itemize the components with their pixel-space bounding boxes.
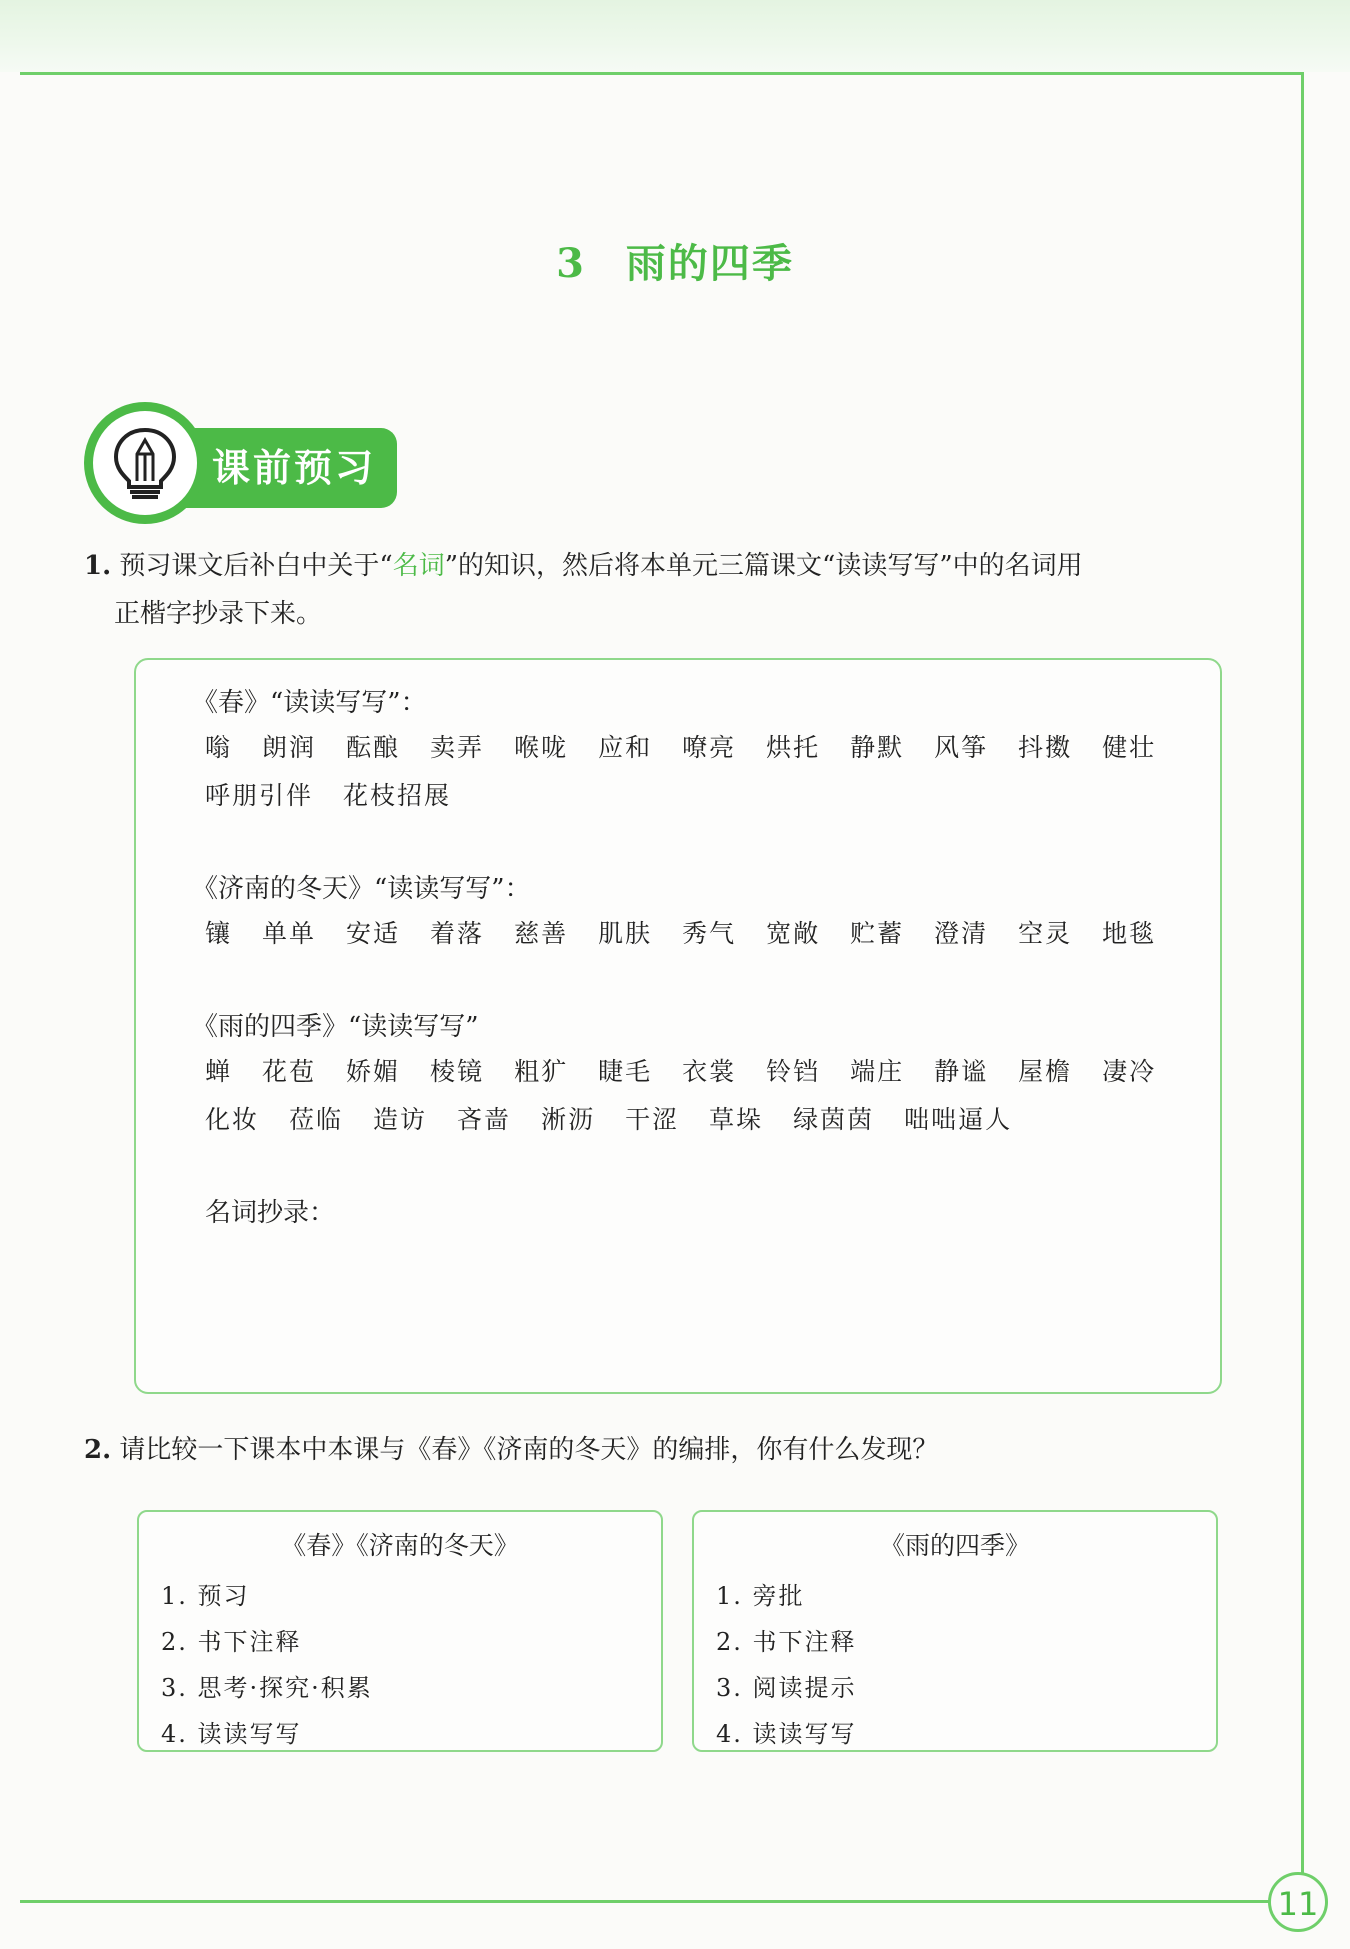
word: 单单 [262, 919, 317, 948]
word: 花枝招展 [343, 781, 452, 810]
word: 化妆 [205, 1105, 260, 1134]
word-row [205, 914, 1186, 950]
word: 造访 [373, 1105, 428, 1134]
compare-box-right [692, 1510, 1218, 1752]
word-row [205, 728, 1186, 764]
copy-label: 名词抄录： [205, 1198, 336, 1228]
group-header-jinan: 《济南的冬天》“读读写写”： [192, 874, 531, 904]
lesson-title-text: 雨的四季 [625, 240, 794, 287]
compare-item: 2. 书下注释 [716, 1628, 857, 1656]
compare-item: 1. 旁批 [716, 1582, 805, 1610]
word: 嗡 [205, 733, 233, 762]
compare-box-left [137, 1510, 663, 1752]
word: 蝉 [205, 1057, 233, 1086]
question-1-number: 1. [84, 551, 112, 581]
word: 应和 [598, 733, 653, 762]
word: 呼朋引伴 [205, 781, 314, 810]
word: 草垛 [709, 1105, 764, 1134]
word: 咄咄逼人 [904, 1105, 1013, 1134]
section-title: 课前预习 [212, 446, 377, 490]
word: 淅沥 [541, 1105, 596, 1134]
word: 镶 [205, 919, 233, 948]
word: 空灵 [1018, 919, 1073, 948]
word: 肌肤 [598, 919, 653, 948]
word: 秀气 [682, 919, 737, 948]
word: 静谧 [934, 1057, 989, 1086]
compare-item: 3. 阅读提示 [716, 1674, 857, 1702]
question-1-line-2: 正楷字抄录下来。 [114, 599, 323, 629]
word: 屋檐 [1018, 1057, 1073, 1086]
word: 安适 [346, 919, 401, 948]
word-row [205, 1052, 1186, 1088]
word: 着落 [430, 919, 485, 948]
lesson-title [0, 232, 1350, 289]
compare-item: 2. 书下注释 [161, 1628, 302, 1656]
compare-box-title: 《雨的四季》 [879, 1531, 1030, 1560]
word: 健壮 [1102, 733, 1157, 762]
word: 静默 [850, 733, 905, 762]
frame-line-top [20, 72, 1303, 75]
question-1 [84, 542, 1284, 638]
page-number: 11 [1268, 1872, 1328, 1932]
word: 卖弄 [430, 733, 485, 762]
group-header-yudesiji: 《雨的四季》“读读写写” [192, 1012, 479, 1042]
word: 绿茵茵 [793, 1105, 875, 1134]
word: 铃铛 [766, 1057, 821, 1086]
word: 娇媚 [346, 1057, 401, 1086]
question-1-line-1 [84, 542, 1284, 590]
compare-box-title: 《春》《济南的冬天》 [281, 1531, 519, 1560]
compare-item: 4. 读读写写 [716, 1720, 857, 1748]
word: 抖擞 [1018, 733, 1073, 762]
compare-item: 3. 思考·探究·积累 [161, 1674, 373, 1702]
question-1-highlight: 名词 [392, 551, 445, 581]
group-header-chun: 《春》“读读写写”： [192, 688, 427, 718]
word: 喉咙 [514, 733, 569, 762]
word: 睫毛 [598, 1057, 653, 1086]
word: 端庄 [850, 1057, 905, 1086]
word-row [205, 776, 481, 812]
word: 莅临 [289, 1105, 344, 1134]
word: 贮蓄 [850, 919, 905, 948]
word: 棱镜 [430, 1057, 485, 1086]
lesson-number: 3 [556, 240, 586, 287]
word: 衣裳 [682, 1057, 737, 1086]
question-1-text-a: 预习课文后补白中关于“ [119, 551, 393, 581]
word: 烘托 [766, 733, 821, 762]
question-2-text: 请比较一下课本中本课与《春》《济南的冬天》的编排，你有什么发现？ [119, 1435, 939, 1465]
word: 凄冷 [1102, 1057, 1157, 1086]
frame-line-bottom [20, 1900, 1270, 1903]
word: 地毯 [1102, 919, 1157, 948]
word: 粗犷 [514, 1057, 569, 1086]
word: 澄清 [934, 919, 989, 948]
word: 风筝 [934, 733, 989, 762]
word: 花苞 [262, 1057, 317, 1086]
word: 慈善 [514, 919, 569, 948]
question-1-text-b: ”的知识，然后将本单元三篇课文“读读写写”中的名词用 [444, 551, 1083, 581]
word-row [205, 1100, 1042, 1136]
word: 朗润 [262, 733, 317, 762]
question-2-number: 2. [84, 1435, 112, 1465]
lightbulb-pencil-icon [110, 426, 180, 502]
word: 宽敞 [766, 919, 821, 948]
word: 嘹亮 [682, 733, 737, 762]
compare-item: 1. 预习 [161, 1582, 250, 1610]
word: 酝酿 [346, 733, 401, 762]
top-decor-strip [0, 0, 1350, 72]
word: 干涩 [625, 1105, 680, 1134]
word: 吝啬 [457, 1105, 512, 1134]
compare-item: 4. 读读写写 [161, 1720, 302, 1748]
frame-line-right [1301, 72, 1304, 1902]
question-2 [84, 1426, 1284, 1474]
